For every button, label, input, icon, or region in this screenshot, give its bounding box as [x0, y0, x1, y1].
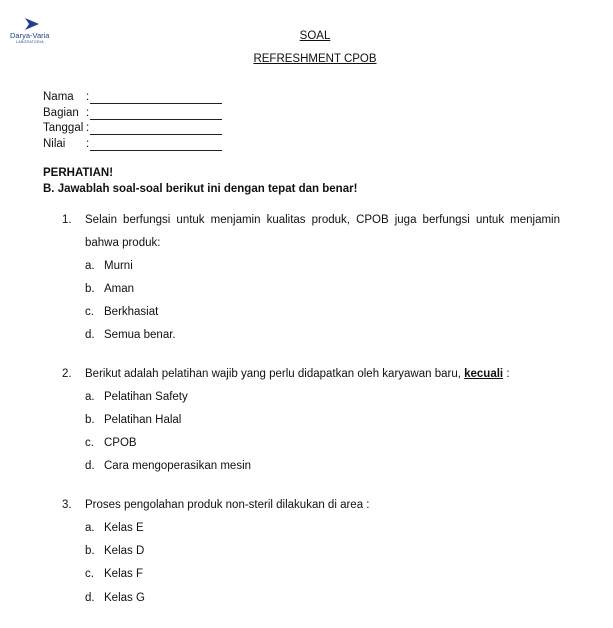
question-2-option-b[interactable]: Pelatihan Halal — [104, 414, 182, 426]
field-colon: : — [86, 122, 90, 134]
option-letter: c. — [85, 306, 94, 318]
question-1-text-cont: bahwa produk: — [85, 237, 161, 249]
option-letter: b. — [85, 283, 95, 295]
bagian-input-line[interactable] — [90, 119, 222, 120]
question-2-text — [85, 368, 510, 380]
field-label-tanggal: Tanggal — [43, 122, 84, 134]
field-label-bagian: Bagian — [43, 107, 79, 119]
question-1-option-d[interactable]: Semua benar. — [104, 329, 176, 341]
option-letter: a. — [85, 260, 95, 272]
option-letter: c. — [85, 568, 94, 580]
option-letter: d. — [85, 329, 95, 341]
page-title: SOAL — [299, 30, 331, 42]
field-colon: : — [86, 91, 90, 103]
question-1-option-b[interactable]: Aman — [104, 283, 135, 295]
field-colon: : — [86, 107, 90, 119]
question-2-option-c[interactable]: CPOB — [104, 437, 137, 449]
question-1-option-a[interactable]: Murni — [104, 260, 133, 272]
question-number: 1. — [62, 214, 72, 226]
option-letter: d. — [85, 592, 95, 604]
field-colon: : — [86, 138, 90, 150]
question-1-text: Selain berfungsi untuk menjamin kualitas produk, CPOB juga berfungsi untuk menjamin — [85, 214, 560, 226]
question-2-text-main: Berikut adalah pelatihan wajib yang perlu didapatkan oleh karyawan baru, — [85, 368, 465, 380]
question-2-option-a[interactable]: Pelatihan Safety — [104, 391, 188, 403]
question-number: 2. — [62, 368, 72, 380]
option-letter: b. — [85, 545, 95, 557]
question-3-text: Proses pengolahan produk non-steril dilakukan di area : — [85, 499, 370, 511]
question-3-option-b[interactable]: Kelas D — [104, 545, 145, 557]
tanggal-input-line[interactable] — [90, 134, 222, 135]
question-3-option-c[interactable]: Kelas F — [104, 568, 143, 580]
field-label-nama: Nama — [43, 91, 74, 103]
option-letter: b. — [85, 414, 95, 426]
page-subtitle: REFRESHMENT CPOB — [253, 53, 377, 65]
instructions-text: B. Jawablah soal-soal berikut ini dengan tepat dan benar! — [43, 183, 358, 195]
question-3-option-d[interactable]: Kelas G — [104, 592, 145, 604]
option-letter: c. — [85, 437, 94, 449]
question-number: 3. — [62, 499, 72, 511]
question-2-option-d[interactable]: Cara mengoperasikan mesin — [104, 460, 252, 472]
question-2-emphasis: kecuali — [464, 368, 504, 380]
question-2-text-end: : — [503, 368, 510, 380]
option-letter: a. — [85, 391, 95, 403]
nilai-input-line[interactable] — [90, 150, 222, 151]
question-1-option-c[interactable]: Berkhasiat — [104, 306, 159, 318]
field-label-nilai: Nilai — [43, 138, 66, 150]
logo-subtitle: LABORATORIA — [16, 40, 44, 44]
instructions-heading: PERHATIAN! — [43, 167, 114, 179]
logo-arrow-icon — [25, 18, 39, 30]
option-letter: a. — [85, 522, 95, 534]
question-3-option-a[interactable]: Kelas E — [104, 522, 144, 534]
nama-input-line[interactable] — [90, 103, 222, 104]
option-letter: d. — [85, 460, 95, 472]
logo-brand: Darya-Varia — [10, 31, 50, 40]
